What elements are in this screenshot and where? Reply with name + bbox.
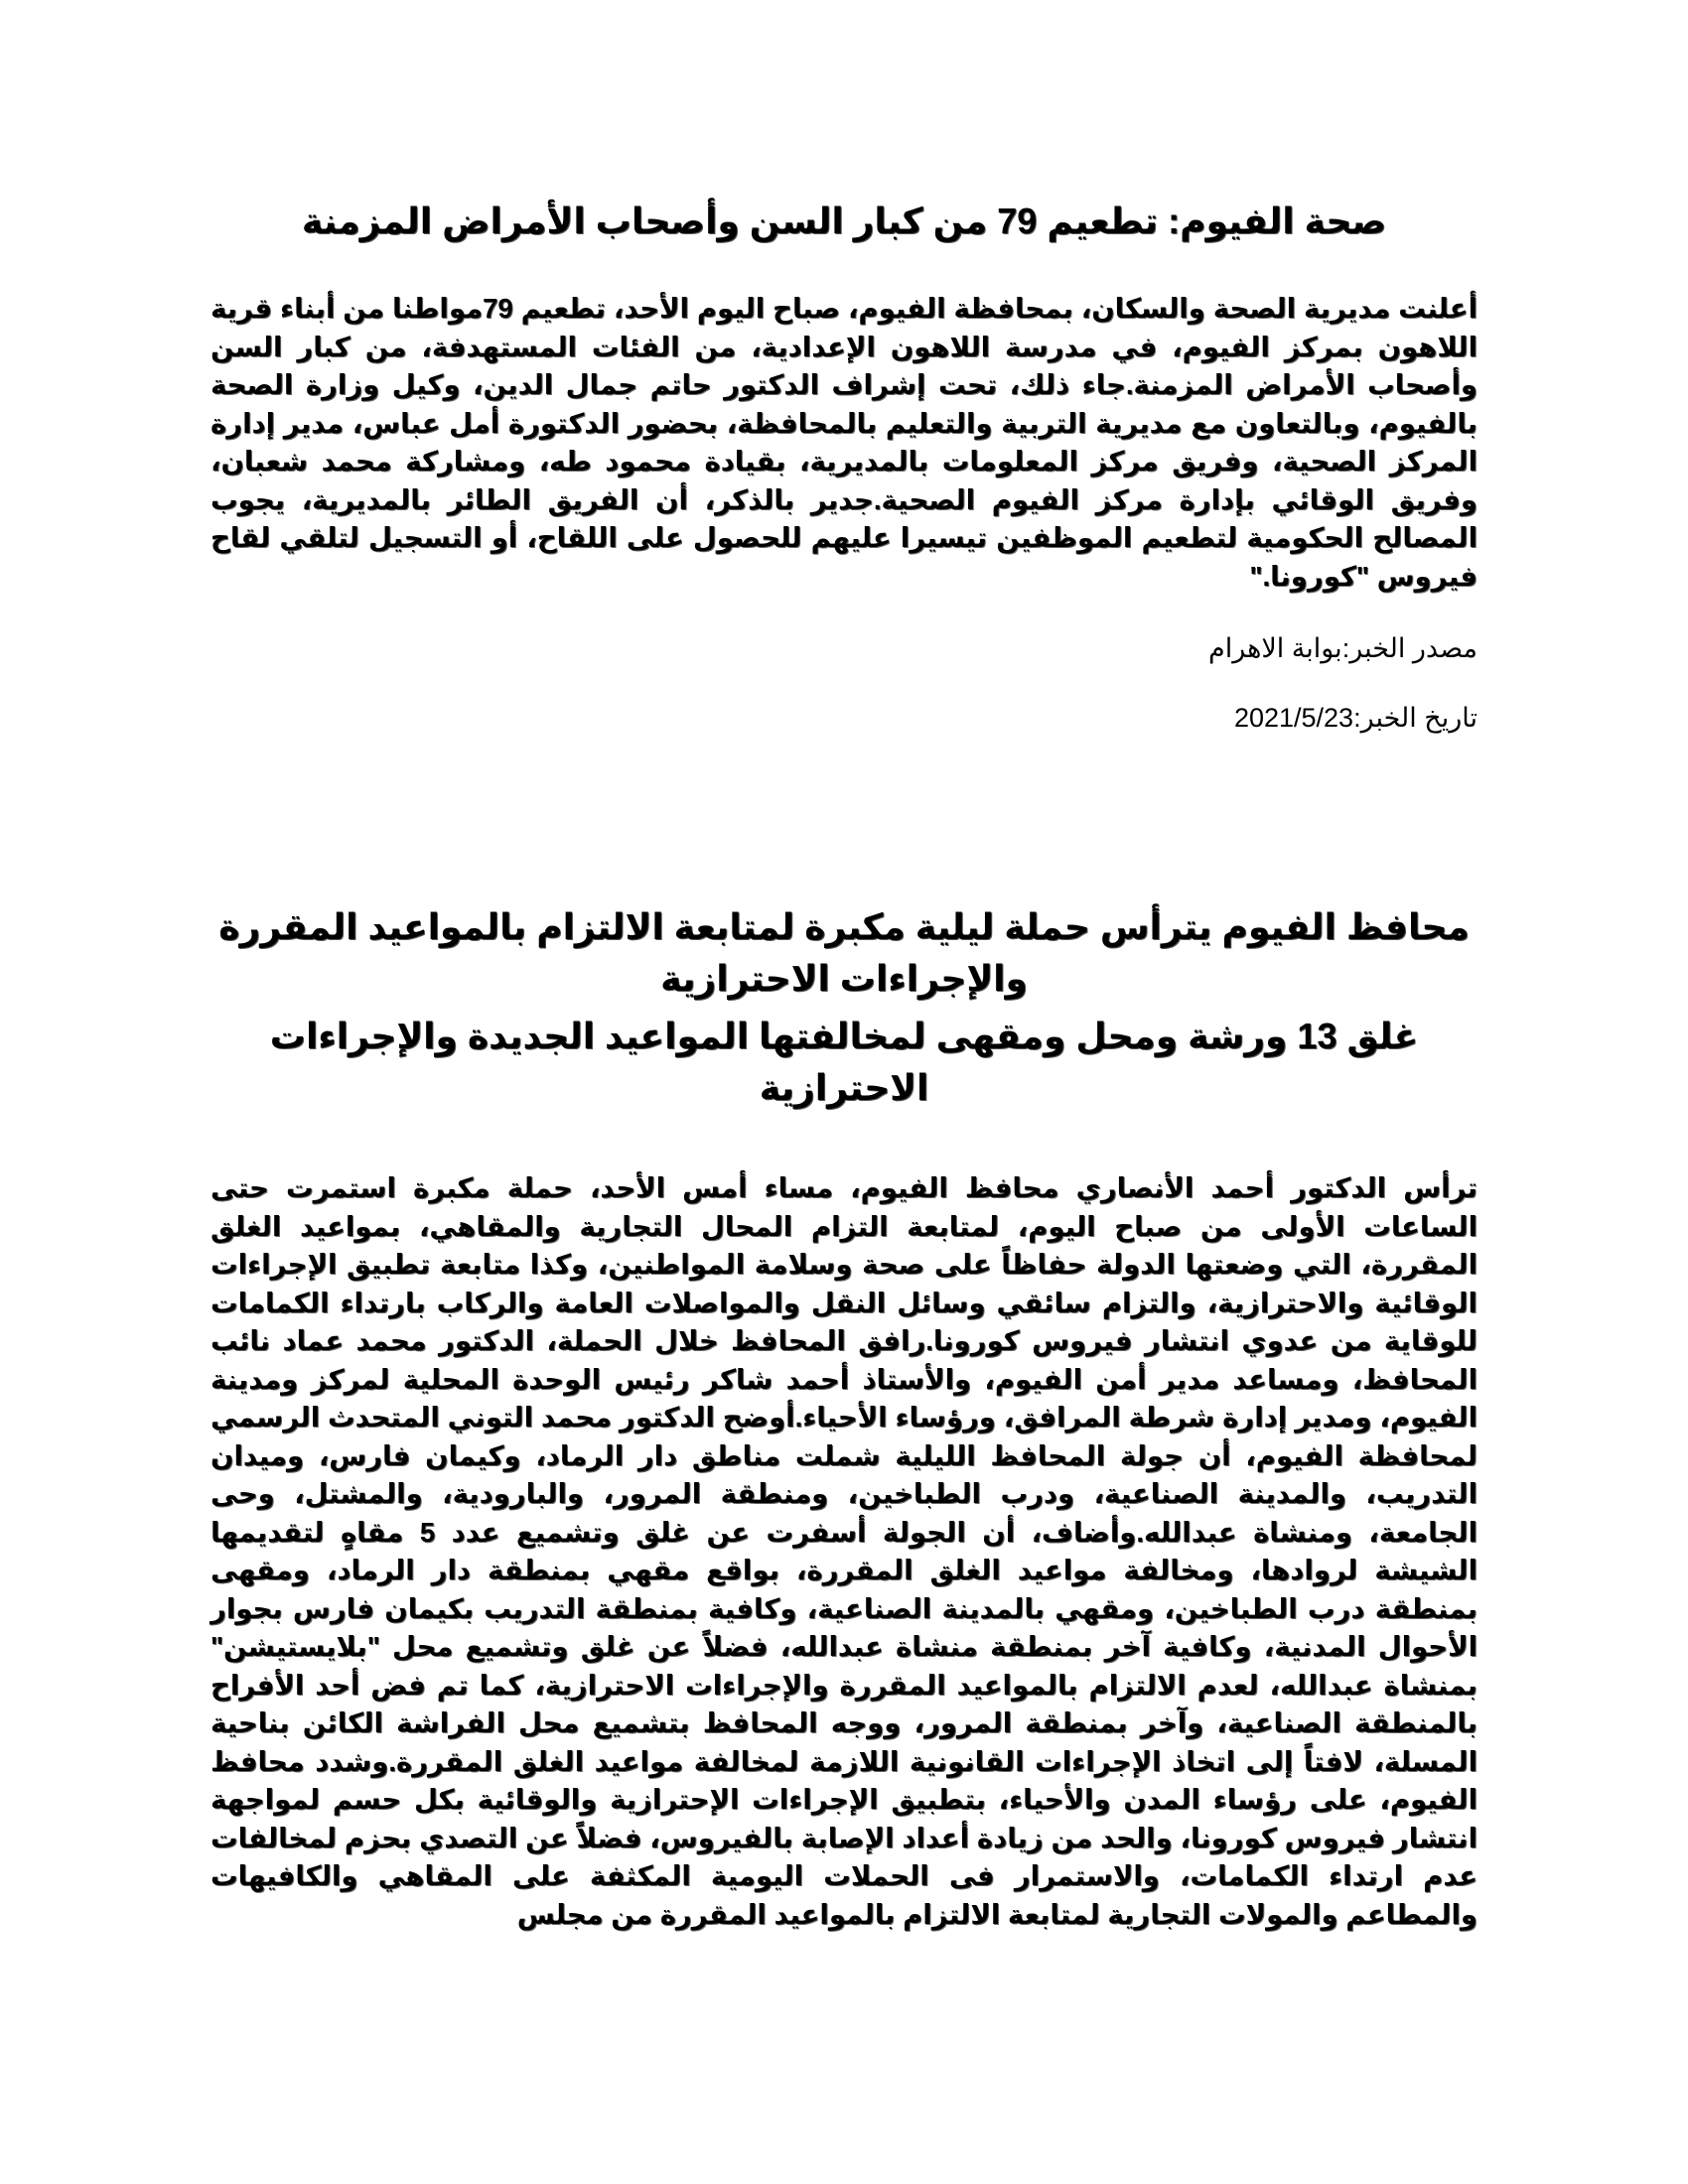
news-article-vaccination	[211, 197, 1477, 738]
news-source-value: بوابة الاهرام	[1207, 633, 1342, 663]
news-date-value: 2021/5/23	[1233, 703, 1354, 733]
article-body: ترأس الدكتور أحمد الأنصاري محافظ الفيوم، مساء أمس الأحد، حملة مكبرة استمرت حتى الساعات الأولى من صباح اليوم، لمتابعة التزام المحال التجارية والمقاهي، بمواعيد الغلق المقررة، التي وضعتها الدولة حفاظاً على صحة وسلامة المواطنين، وكذا متابعة تطبيق الإجراءات الوقائية والاحترازية، والتزام سائقي وسائل النقل والمواصلات العامة والركاب بارتداء الكمامات للوقاية من عدوي انتشار فيروس كورونا.رافق المحافظ خلال الحملة، الدكتور محمد عماد نائب المحافظ، ومساعد مدير أمن الفيوم، والأستاذ أحمد شاكر رئيس الوحدة المحلية لمركز ومدينة الفيوم، ومدير إدارة شرطة المرافق، ورؤساء الأحياء.أوضح الدكتور محمد التوني المتحدث الرسمي لمحافظة الفيوم، أن جولة المحافظ الليلية شملت مناطق دار الرماد، وكيمان فارس، وميدان التدريب، والمدينة الصناعية، ودرب الطباخين، ومنطقة المرور، والبارودية، والمشتل، وحى الجامعة، ومنشاة عبدالله.وأضاف، أن الجولة أسفرت عن غلق وتشميع عدد 5 مقاهٍ لتقديمها الشيشة لروادها، ومخالفة مواعيد الغلق المقررة، بواقع مقهي بمنطقة دار الرماد، ومقهى بمنطقة درب الطباخين، ومقهي بالمدينة الصناعية، وكافية بمنطقة التدريب بكيمان فارس بجوار الأحوال المدنية، وكافية آخر بمنطقة منشاة عبدالله، فضلاً عن غلق وتشميع محل "بلايستيشن" بمنشاة عبدالله، لعدم الالتزام بالمواعيد المقررة والإجراءات الاحترازية، كما تم فض أحد الأفراح بالمنطقة الصناعية، وآخر بمنطقة المرور، ووجه المحافظ بتشميع محل الفراشة الكائن بناحية المسلة، لافتاً إلى اتخاذ الإجراءات القانونية اللازمة لمخالفة مواعيد الغلق المقررة.وشدد محافظ الفيوم، على رؤساء المدن والأحياء، بتطبيق الإجراءات الإحترازية والوقائية بكل حسم لمواجهة انتشار فيروس كورونا، والحد من زيادة أعداد الإصابة بالفيروس، فضلاً عن التصدي بحزم لمخالفات عدم ارتداء الكمامات، والاستمرار فى الحملات اليومية المكثفة على المقاهي والكافيهات والمطاعم والمولات التجارية لمتابعة الالتزام بالمواعيد المقررة من مجلس	[211, 1172, 1478, 1930]
article-body: أعلنت مديرية الصحة والسكان، بمحافظة الفيوم، صباح اليوم الأحد، تطعيم 79مواطنا من أبناء قرية اللاهون بمركز الفيوم، في مدرسة اللاهون الإعدادية، من الفئات المستهدفة، من كبار السن وأصحاب الأمراض المزمنة.جاء ذلك، تحت إشراف الدكتور حاتم جمال الدين، وكيل وزارة الصحة بالفيوم، وبالتعاون مع مديرية التربية والتعليم بالمحافظة، بحضور الدكتورة أمل عباس، مدير إدارة المركز الصحية، وفريق مركز المعلومات بالمديرية، بقيادة محمود طه، ومشاركة محمد شعبان، وفريق الوقائي بإدارة مركز الفيوم الصحية.جدير بالذكر، أن الفريق الطائر بالمديرية، يجوب المصالح الحكومية لتطعيم الموظفين تيسيرا عليهم للحصول على اللقاح، أو التسجيل لتلقي لقاح فيروس "كورونا."	[211, 293, 1477, 592]
article-headline: محافظ الفيوم يترأس حملة ليلية مكبرة لمتابعة الالتزام بالمواعيد المقررة والإجراءات الاحترازية	[218, 906, 1470, 999]
news-article-night-campaign	[211, 901, 1477, 1934]
news-source	[211, 628, 1477, 668]
article-headline: صحة الفيوم: تطعيم 79 من كبار السن وأصحاب الأمراض المزمنة	[301, 201, 1387, 241]
news-date-label: تاريخ الخبر:	[1353, 703, 1477, 733]
news-source-label: مصدر الخبر:	[1341, 633, 1477, 663]
article-subheadline: غلق 13 ورشة ومحل ومقهى لمخالفتها المواعيد الجديدة والإجراءات الاحترازية	[269, 1016, 1419, 1108]
news-date	[211, 698, 1477, 738]
